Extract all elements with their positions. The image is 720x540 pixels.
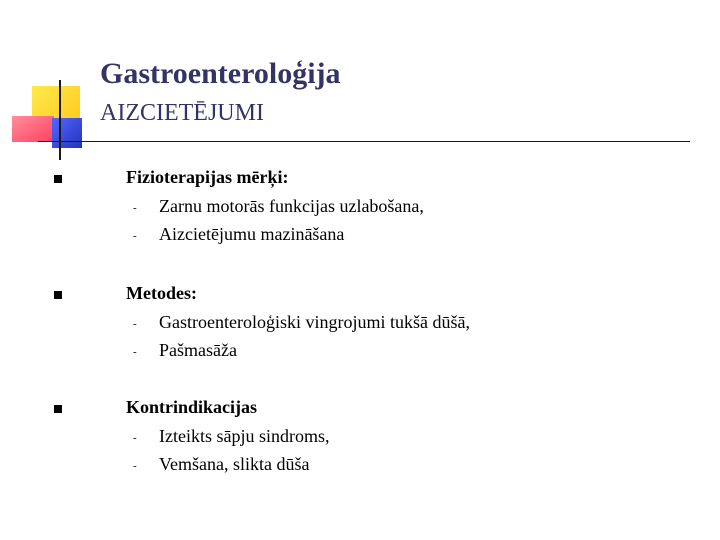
list-item (133, 312, 470, 333)
section-heading: Metodes: (126, 283, 197, 303)
list-item-text: Pašmasāža (159, 340, 237, 360)
list-item (133, 196, 424, 217)
list-item-text: Gastroenteroloģiski vingrojumi tukšā dūšā, (159, 312, 470, 332)
section-heading: Kontrindikacijas (126, 397, 258, 417)
decorative-red-square (12, 116, 54, 142)
section-heading: Fizioterapijas mērķi: (126, 167, 289, 187)
decorative-blue-square (52, 118, 82, 148)
square-bullet-icon (54, 405, 62, 413)
dash-marker: - (133, 431, 137, 444)
dash-marker: - (133, 201, 137, 214)
square-bullet-icon (54, 291, 62, 299)
dash-marker: - (133, 229, 137, 242)
dash-marker: - (133, 459, 137, 472)
list-item-text: Izteikts sāpju sindroms, (159, 426, 330, 446)
list-item (133, 224, 344, 245)
dash-marker: - (133, 317, 137, 330)
list-item (133, 340, 237, 361)
slide-title: Gastroenteroloģija (100, 57, 341, 90)
list-item-text: Aizcietējumu mazināšana (159, 224, 345, 244)
list-item-text: Zarnu motorās funkcijas uzlabošana, (159, 196, 424, 216)
decorative-vertical-line (59, 80, 61, 160)
decorative-horizontal-line (38, 141, 690, 142)
slide-subtitle: AIZCIETĒJUMI (100, 100, 264, 126)
list-item-text: Vemšana, slikta dūša (159, 454, 310, 474)
list-item (133, 454, 309, 475)
list-item (133, 426, 329, 447)
square-bullet-icon (54, 175, 62, 183)
dash-marker: - (133, 345, 137, 358)
